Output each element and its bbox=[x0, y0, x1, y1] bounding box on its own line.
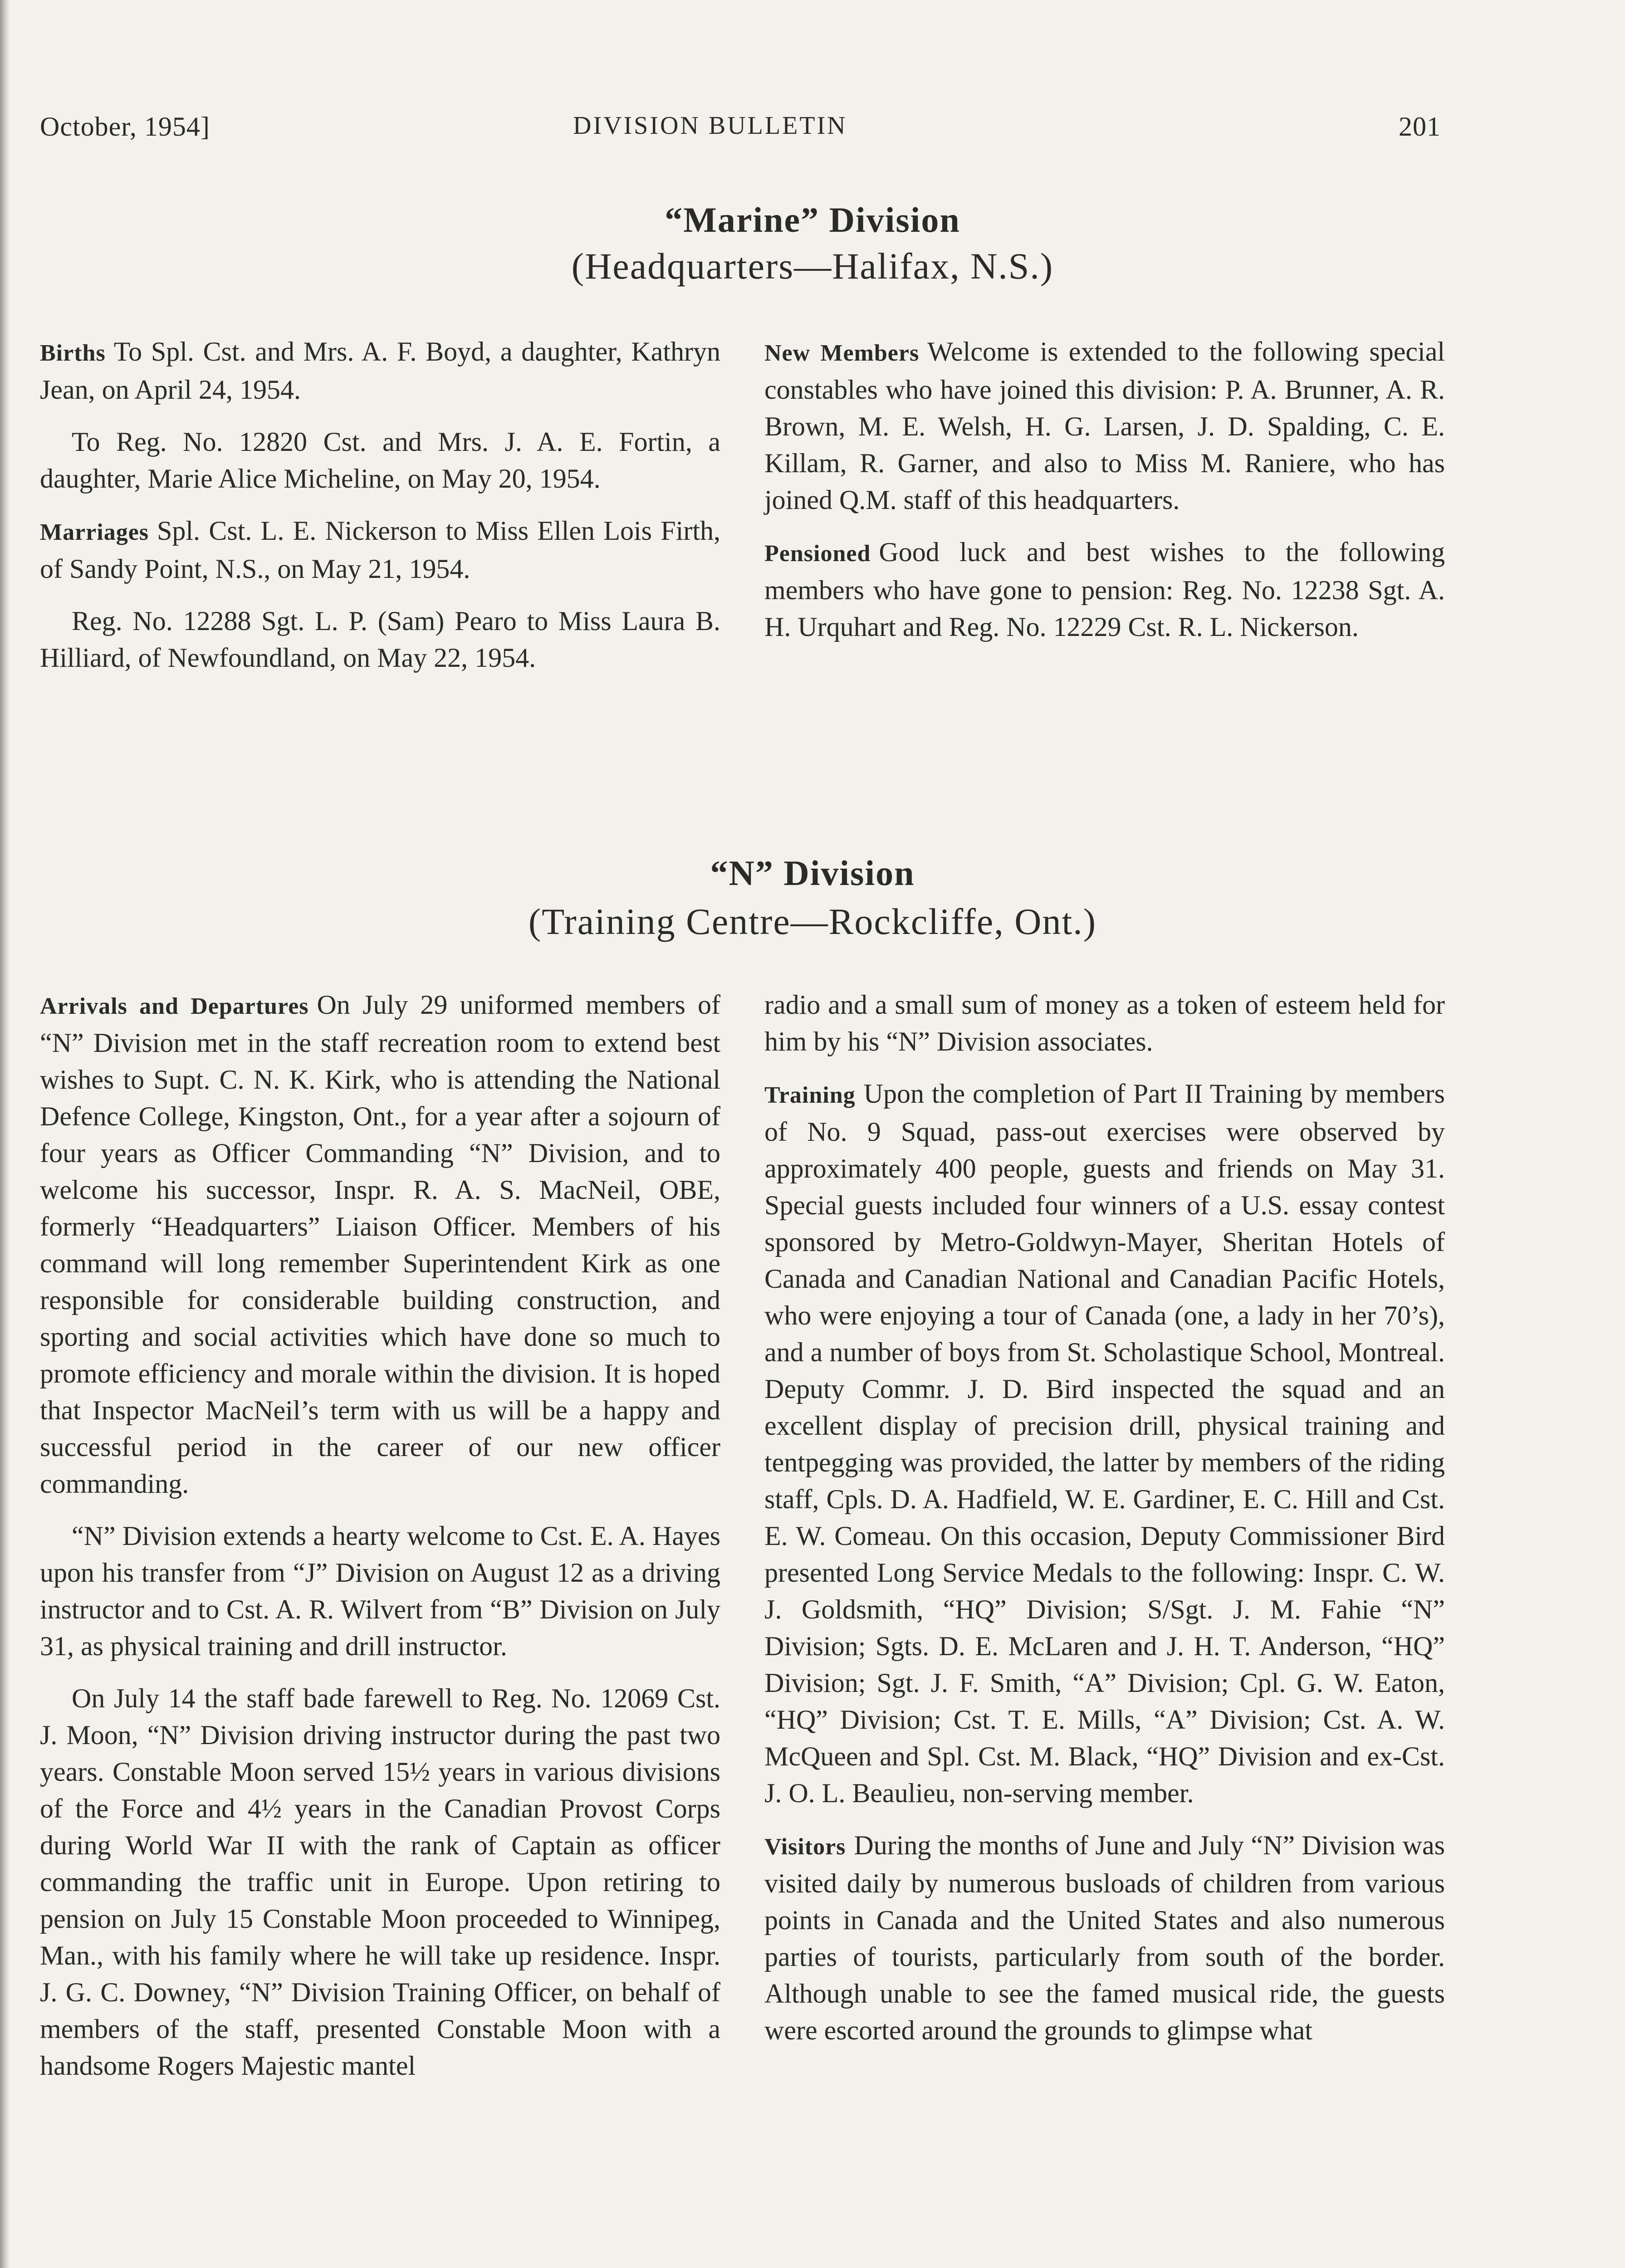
n-division-left-column bbox=[40, 987, 720, 2100]
paragraph: radio and a small sum of money as a token of esteem held for him by his “N” Division associates. bbox=[764, 990, 1445, 1056]
paragraph: “N” Division extends a hearty welcome to Cst. E. A. Hayes upon his transfer from “J” Division on August 12 as a driving instructor and to Cst. A. R. Wilvert from “B” Division on July 31, as physical training and drill instructor. bbox=[40, 1521, 720, 1661]
paragraph: Visitors During the months of June and July “N” Division was visited daily by numerous busloads of children from various points in Canada and the United States and also numerous parties of tourists, particularly from south of the border. Although unable to see the famed musical ride, the guests were escorted around the grounds to glimpse what bbox=[764, 1830, 1445, 2045]
marine-division-title: “Marine” Division bbox=[665, 200, 960, 240]
paragraph: Pensioned Good luck and best wishes to the following members who have gone to pension: Reg. No. 12238 Sgt. A. H. Urquhart and Reg. No. 12229 Cst. R. L. Nickerson. bbox=[764, 537, 1445, 642]
section-heading-marriages: Marriages bbox=[40, 519, 149, 545]
section-heading-new-members: New Members bbox=[764, 340, 920, 366]
paragraph: Births To Spl. Cst. and Mrs. A. F. Boyd, a daughter, Kathryn Jean, on April 24, 1954. bbox=[40, 337, 720, 405]
paragraph: New Members Welcome is extended to the following special constables who have joined this division: P. A. Brunner, A. R. Brown, M. E. Welsh, H. G. Larsen, J. D. Spalding, C. E. Killam, R. Garner, and also to Miss M. Raniere, who has joined Q.M. staff of this headquarters. bbox=[764, 337, 1445, 515]
paragraph: Marriages Spl. Cst. L. E. Nickerson to Miss Ellen Lois Firth, of Sandy Point, N.S., on May 21, 1954. bbox=[40, 516, 720, 584]
paragraph: Reg. No. 12288 Sgt. L. P. (Sam) Pearo to Miss Laura B. Hilliard, of Newfoundland, on May 22, 1954. bbox=[40, 606, 720, 673]
section-heading-arrivals-departures: Arrivals and Departures bbox=[40, 993, 309, 1019]
page-number: 201 bbox=[1399, 112, 1441, 142]
paragraph: To Reg. No. 12820 Cst. and Mrs. J. A. E. Fortin, a daughter, Marie Alice Micheline, on May 20, 1954. bbox=[40, 427, 720, 494]
paragraph: Training Upon the completion of Part II Training by members of No. 9 Squad, pass-out exercises were observed by approximately 400 people, guests and friends on May 31. Special guests included four winners of a U.S. essay contest sponsored by Metro-Goldwyn-Mayer, Sheritan Hotels of Canada and Canadian National and Canadian Pacific Hotels, who were enjoying a tour of Canada (one, a lady in her 70’s), and a number of boys from St. Scholastique School, Montreal. Deputy Commr. J. D. Bird inspected the squad and an excellent display of precision drill, physical training and tentpegging was provided, the latter by members of the riding staff, Cpls. D. A. Hadfield, W. E. Gardiner, E. C. Hill and Cst. E. W. Comeau. On this occasion, Deputy Commissioner Bird presented Long Service Medals to the following: Inspr. C. W. J. Goldsmith, “HQ” Division; S/Sgt. J. M. Fahie “N” Division; Sgts. D. E. McLaren and J. H. T. Anderson, “HQ” Division; Sgt. J. F. Smith, “A” Division; Cpl. G. W. Eaton, “HQ” Division; Cst. T. E. Mills, “A” Division; Cst. A. W. McQueen and Spl. Cst. M. Black, “HQ” Division and ex-Cst. J. O. L. Beaulieu, non-serving member. bbox=[764, 1079, 1445, 1808]
section-heading-training: Training bbox=[764, 1082, 856, 1108]
page-edge-shadow bbox=[0, 0, 10, 2268]
paragraph: On July 14 the staff bade farewell to Reg. No. 12069 Cst. J. Moon, “N” Division driving instructor during the past two years. Constable Moon served 15½ years in various divisions of the Force and 4½ years in the Canadian Provost Corps during World War II with the rank of Captain as officer commanding the traffic unit in Europe. Upon retiring to pension on July 15 Constable Moon proceeded to Winnipeg, Man., with his family where he will take up residence. Inspr. J. G. C. Downey, “N” Division Training Officer, on behalf of members of the staff, presented Constable Moon with a handsome Rogers Majestic mantel bbox=[40, 1683, 720, 2081]
publication-title: DIVISION BULLETIN bbox=[573, 112, 847, 140]
paragraph: Arrivals and Departures On July 29 uniformed members of “N” Division met in the staff recreation room to extend best wishes to Supt. C. N. K. Kirk, who is attending the National Defence College, Kingston, Ont., for a year after a sojourn of four years as Officer Commanding “N” Division, and to welcome his successor, Inspr. R. A. S. MacNeil, OBE, formerly “Headquarters” Liaison Officer. Members of his command will long remember Superintendent Kirk as one responsible for considerable building construction, and sporting and social activities which have done so much to promote efficiency and morale within the division. It is hoped that Inspector MacNeil’s term with us will be a happy and successful period in the career of our new officer commanding. bbox=[40, 990, 720, 1499]
running-head bbox=[40, 111, 1453, 152]
section-heading-visitors: Visitors bbox=[764, 1834, 846, 1860]
marine-right-column bbox=[764, 333, 1445, 661]
marine-division-subtitle: (Headquarters—Halifax, N.S.) bbox=[571, 245, 1054, 287]
n-division-subtitle: (Training Centre—Rockcliffe, Ont.) bbox=[528, 901, 1097, 942]
n-division-right-column bbox=[764, 987, 1445, 2064]
issue-date: October, 1954] bbox=[40, 112, 210, 142]
section-heading-births: Births bbox=[40, 340, 106, 366]
n-division-title: “N” Division bbox=[710, 853, 915, 893]
section-heading-pensioned: Pensioned bbox=[764, 541, 871, 567]
marine-left-column bbox=[40, 333, 720, 692]
